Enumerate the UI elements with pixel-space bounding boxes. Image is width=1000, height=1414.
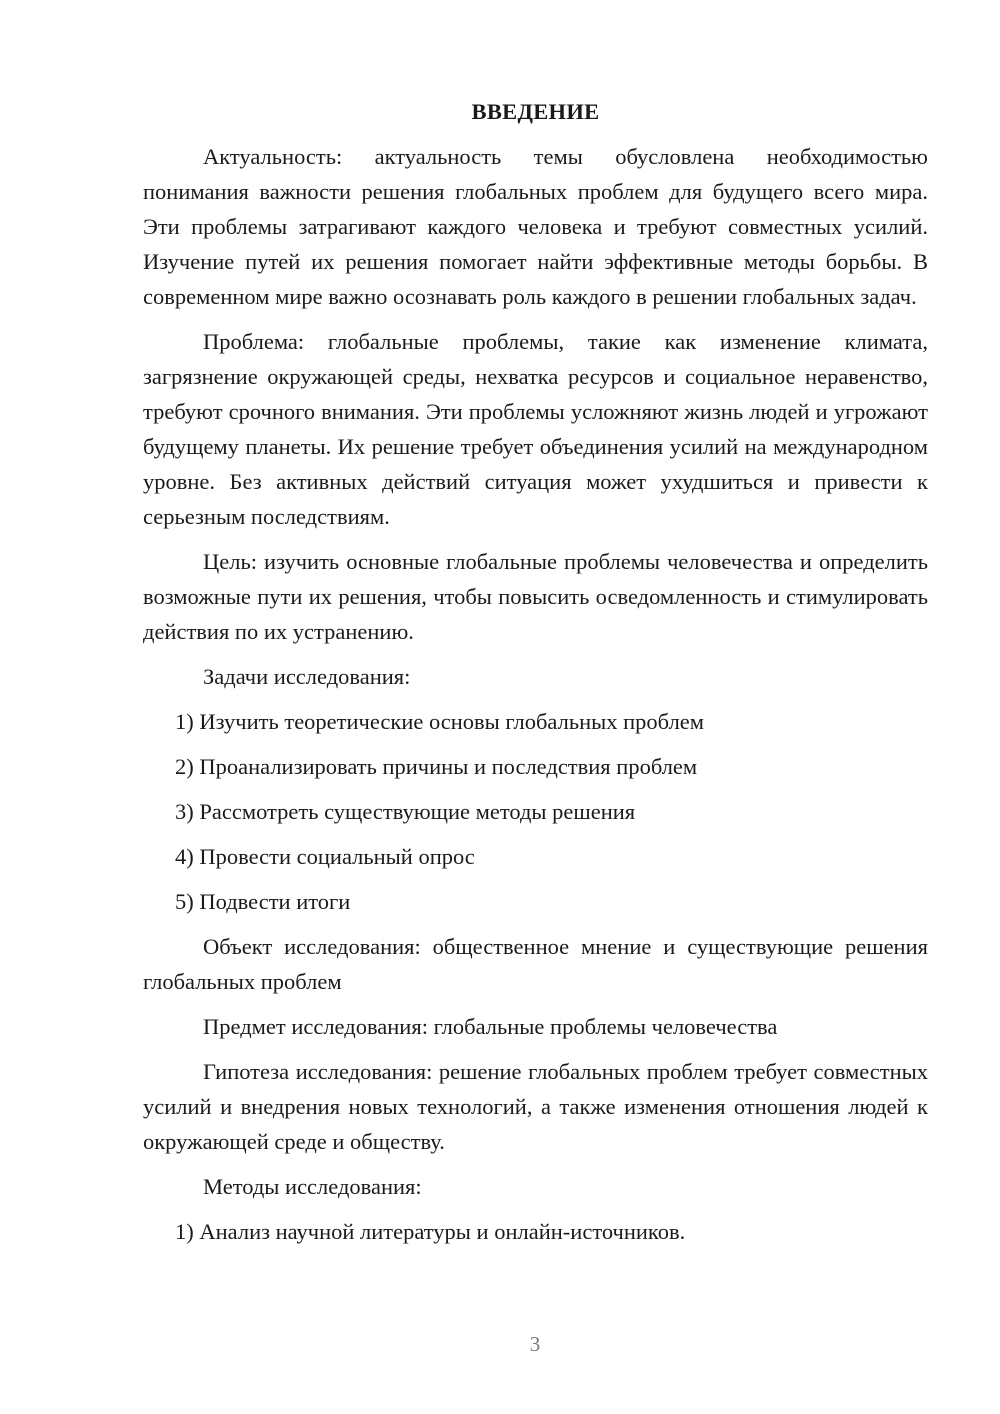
task-item: 1) Изучить теоретические основы глобальных проблем <box>175 709 705 734</box>
methods-heading: Методы исследования: <box>203 1174 422 1199</box>
page-content <box>143 94 928 1259</box>
paragraph-hypothesis: Гипотеза исследования: решение глобальных проблем требует совместных усилий и внедрения новых технологий, а также изменения отношения людей к окружающей среде и обществу. <box>143 1059 928 1154</box>
paragraph-relevance: Актуальность: актуальность темы обусловлена необходимостью понимания важности решения глобальных проблем для будущего всего мира. Эти проблемы затрагивают каждого человека и требуют совместных усилий. Изучение путей их решения помогает найти эффективные методы борьбы. В современном мире важно осознавать роль каждого в решении глобальных задач. <box>143 144 928 309</box>
paragraph-goal: Цель: изучить основные глобальные проблемы человечества и определить возможные пути их решения, чтобы повысить осведомленность и стимулировать действия по их устранению. <box>143 549 928 644</box>
paragraph-subject: Предмет исследования: глобальные проблемы человечества <box>203 1014 778 1039</box>
task-item: 5) Подвести итоги <box>175 889 351 914</box>
paragraph-object: Объект исследования: общественное мнение и существующие решения глобальных проблем <box>143 934 928 994</box>
page-number: 3 <box>529 1332 541 1356</box>
paragraph-problem: Проблема: глобальные проблемы, такие как изменение климата, загрязнение окружающей среды, нехватка ресурсов и социальное неравенство, требуют срочного внимания. Эти проблемы усложняют жизнь людей и угрожают будущему планеты. Их решение требует объединения усилий на международном уровне. Без активных действий ситуация может ухудшиться и привести к серьезным последствиям. <box>143 329 928 529</box>
tasks-heading: Задачи исследования: <box>203 664 411 689</box>
task-item: 4) Провести социальный опрос <box>175 844 475 869</box>
method-item: 1) Анализ научной литературы и онлайн-источников. <box>175 1219 686 1244</box>
task-item: 2) Проанализировать причины и последствия проблем <box>175 754 698 779</box>
task-item: 3) Рассмотреть существующие методы решения <box>175 799 636 824</box>
section-title: ВВЕДЕНИЕ <box>471 99 600 124</box>
